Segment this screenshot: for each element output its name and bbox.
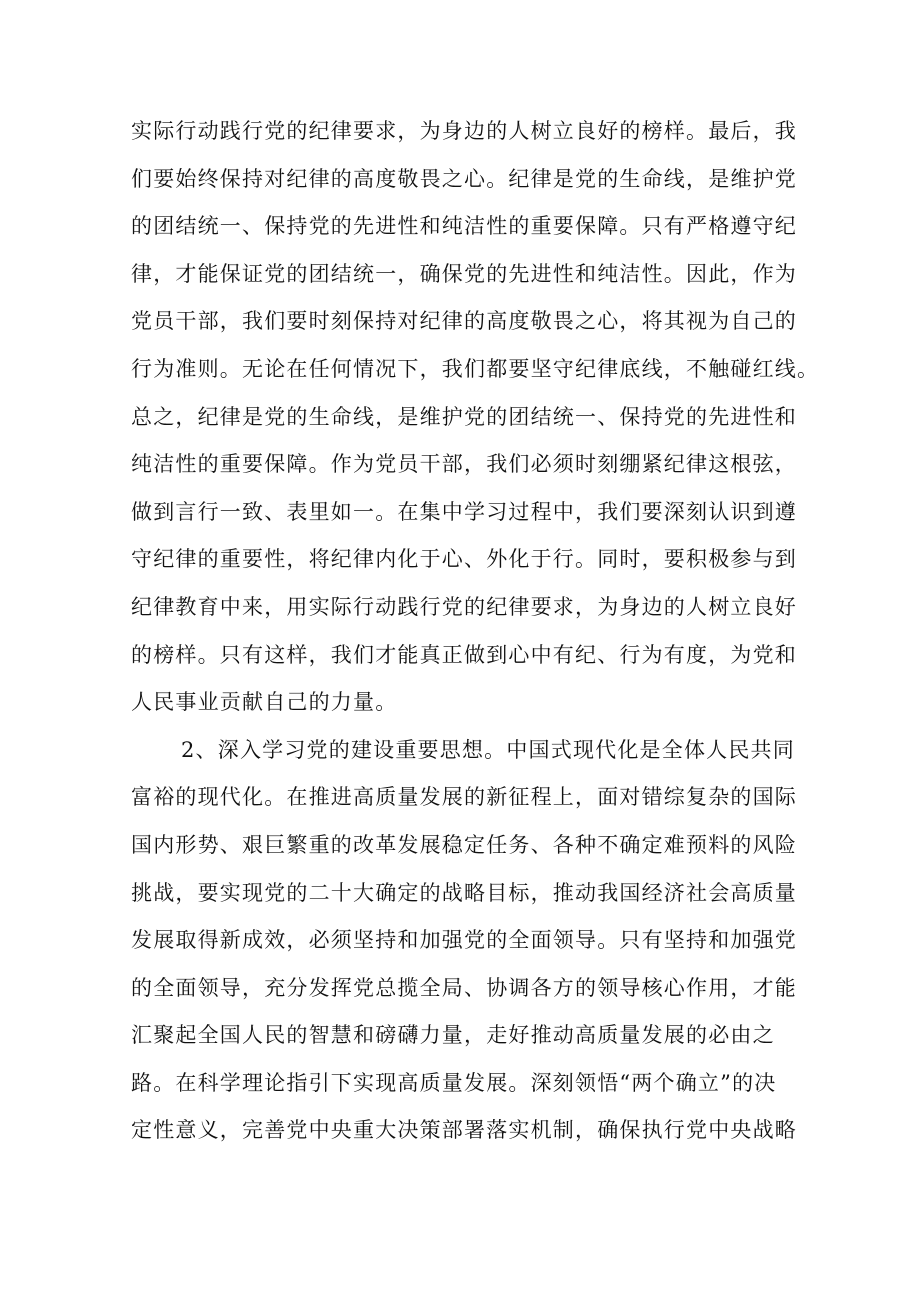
text-line: 总之，纪律是党的生命线，是维护党的团结统一、保持党的先进性和	[131, 404, 797, 429]
text-line: 发展取得新成效，必须坚持和加强党的全面领导。只有坚持和加强党	[131, 928, 797, 953]
text-line: 做到言行一致、表里如一。在集中学习过程中，我们要深刻认识到遵	[131, 499, 797, 524]
text-line: 汇聚起全国人民的智慧和磅礴力量，走好推动高质量发展的必由之	[131, 1023, 775, 1048]
paragraph-heading-line: 2、深入学习党的建设重要思想。中国式现代化是全体人民共同	[181, 737, 795, 762]
text-line: 守纪律的重要性，将纪律内化于心、外化于行。同时，要积极参与到	[131, 547, 797, 572]
text-line: 路。在科学理论指引下实现高质量发展。深刻领悟“两个确立”的决	[131, 1070, 777, 1095]
text-line: 定性意义，完善党中央重大决策部署落实机制，确保执行党中央战略	[131, 1118, 797, 1143]
text-line: 挑战，要实现党的二十大确定的战略目标，推动我国经济社会高质量	[131, 880, 797, 905]
text-line: 的榜样。只有这样，我们才能真正做到心中有纪、行为有度，为党和	[131, 642, 797, 667]
text-line: 实际行动践行党的纪律要求，为身边的人树立良好的榜样。最后，我	[131, 119, 797, 143]
text-line: 纪律教育中来，用实际行动践行党的纪律要求，为身边的人树立良好	[131, 594, 797, 619]
text-line: 人民事业贡献自己的力量。	[131, 690, 398, 715]
text-line: 的全面领导，充分发挥党总揽全局、协调各方的领导核心作用，才能	[131, 975, 797, 1000]
body-text	[131, 108, 820, 1155]
text-line: 富裕的现代化。在推进高质量发展的新征程上，面对错综复杂的国际	[131, 785, 797, 810]
text-line: 党员干部，我们要时刻保持对纪律的高度敬畏之心，将其视为自己的	[131, 309, 797, 334]
text-line: 国内形势、艰巨繁重的改革发展稳定任务、各种不确定难预料的风险	[131, 832, 797, 857]
text-line: 们要始终保持对纪律的高度敬畏之心。纪律是党的生命线，是维护党	[131, 166, 797, 191]
text-line: 行为准则。无论在任何情况下，我们都要坚守纪律底线，不触碰红线。	[131, 356, 820, 381]
text-line: 纯洁性的重要保障。作为党员干部，我们必须时刻绷紧纪律这根弦，	[131, 452, 797, 477]
text-line: 的团结统一、保持党的先进性和纯洁性的重要保障。只有严格遵守纪	[131, 214, 797, 239]
text-line: 律，才能保证党的团结统一，确保党的先进性和纯洁性。因此，作为	[131, 261, 797, 286]
